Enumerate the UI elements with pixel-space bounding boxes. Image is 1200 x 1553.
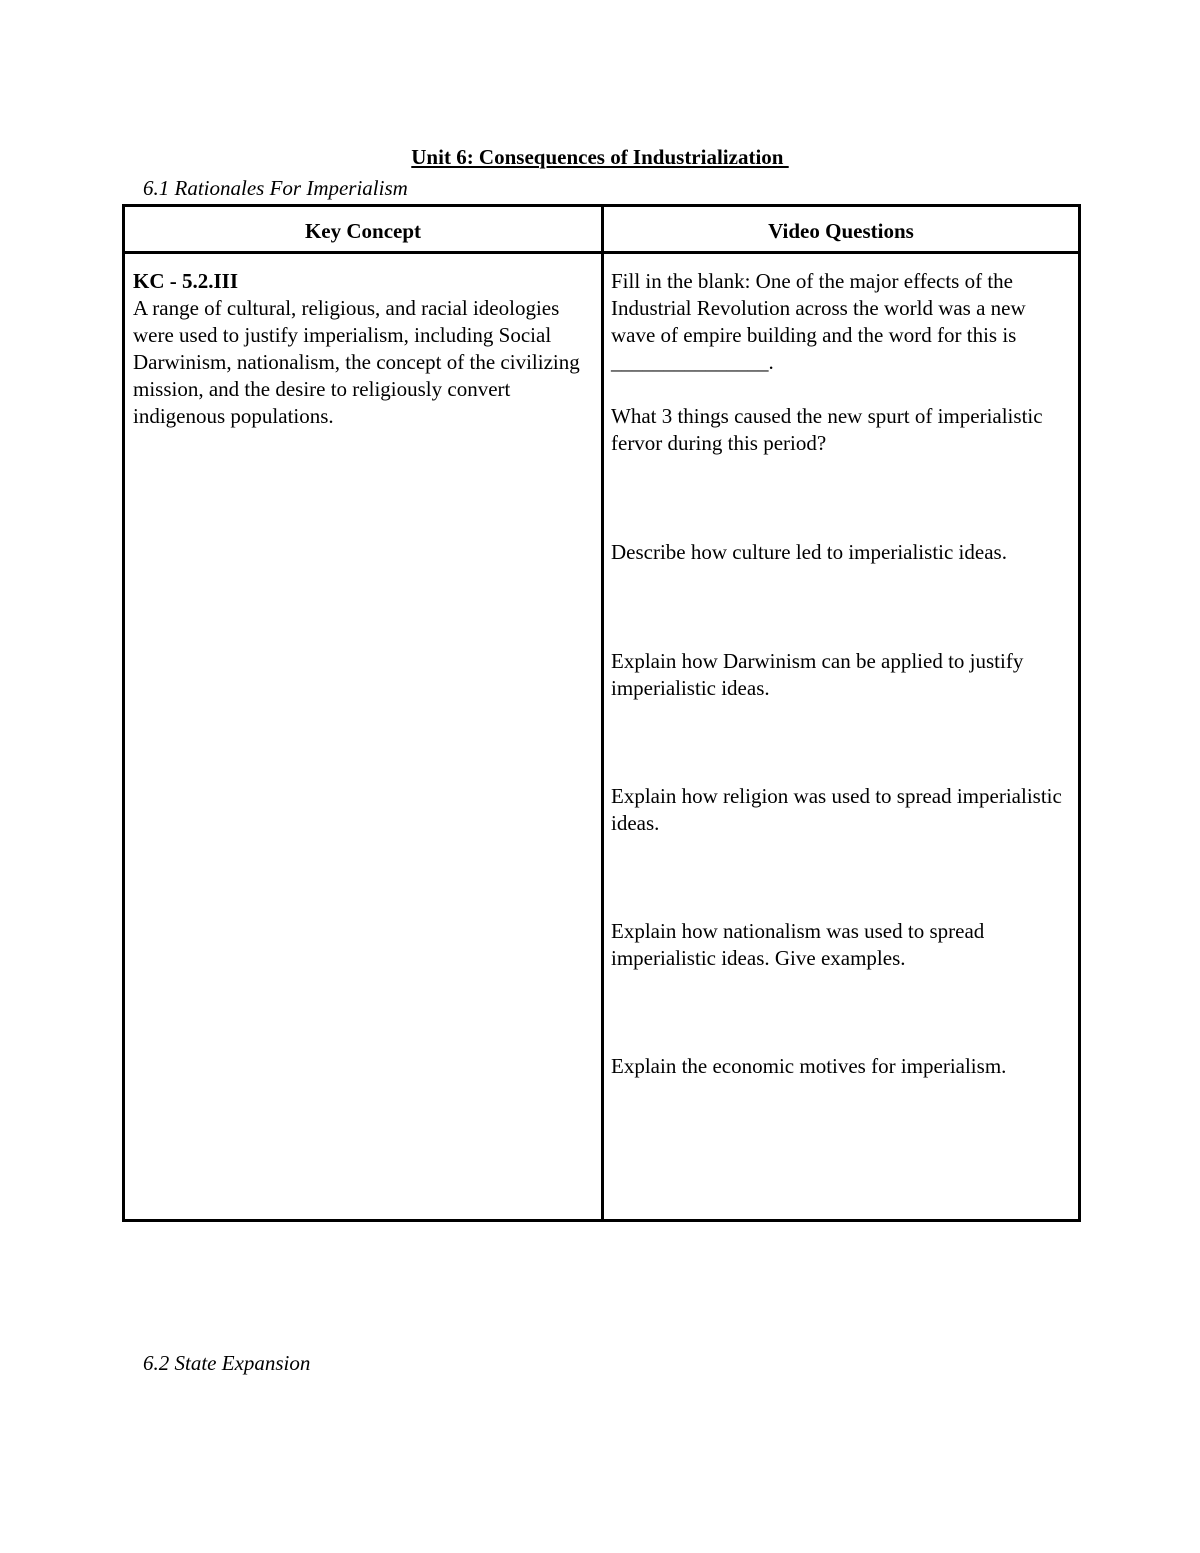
header-video-questions: Video Questions: [768, 219, 914, 243]
question-nationalism: Explain how nationalism was used to spread imperialistic ideas. Give examples.: [611, 919, 985, 970]
column-divider: [601, 207, 604, 1219]
question-culture: Describe how culture led to imperialistic ideas.: [611, 540, 1007, 564]
question-fill-in-blank: Fill in the blank: One of the major effects of the Industrial Revolution across the world was a new wave of empire building and the word for this is _______________.: [611, 269, 1026, 374]
key-concept-code: KC - 5.2.III: [133, 269, 239, 293]
notes-table: [122, 204, 1081, 1222]
header-key-concept: Key Concept: [304, 219, 422, 243]
section-heading-state-expansion: 6.2 State Expansion: [143, 1351, 311, 1375]
key-concept-text: A range of cultural, religious, and racial ideologies were used to justify imperialism, including Social Darwinism, nationalism, the concept of the civilizing mission, and the desire to religiously convert indigenous populations.: [133, 296, 580, 428]
page-title: Unit 6: Consequences of Industrialization: [411, 145, 789, 169]
question-economic-motives: Explain the economic motives for imperialism.: [611, 1054, 1007, 1078]
section-heading-rationales: 6.1 Rationales For Imperialism: [143, 176, 408, 200]
question-three-causes: What 3 things caused the new spurt of imperialistic fervor during this period?: [611, 404, 1043, 455]
question-religion: Explain how religion was used to spread imperialistic ideas.: [611, 784, 1062, 835]
question-darwinism: Explain how Darwinism can be applied to justify imperialistic ideas.: [611, 649, 1024, 700]
